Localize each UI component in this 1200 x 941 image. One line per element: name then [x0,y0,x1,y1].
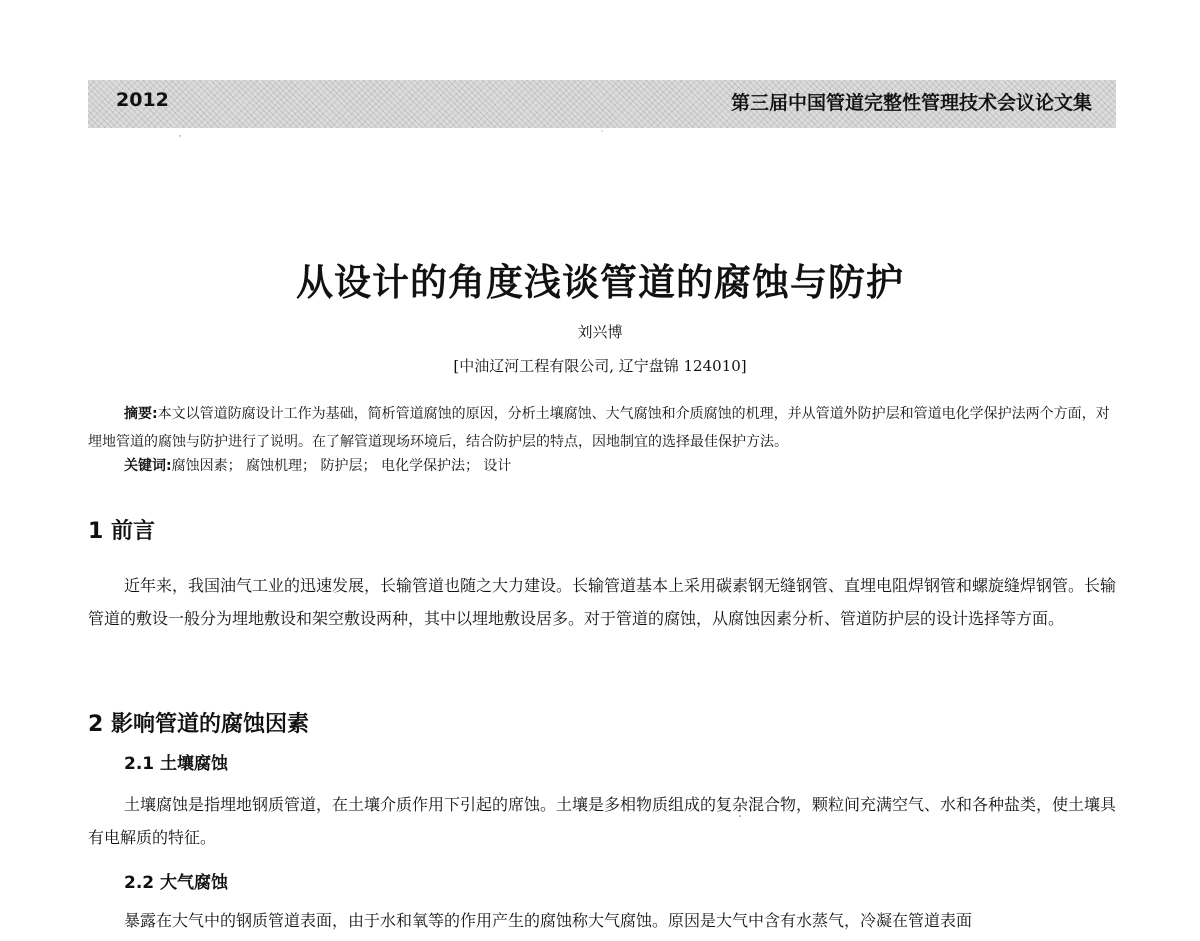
running-header-proceedings: 第三届中国管道完整性管理技术会议论文集 [730,92,1092,114]
keywords [124,452,1114,480]
paper-title: 从设计的角度浅谈管道的腐蚀与防护 [296,261,904,304]
keywords-label: 关键词: [124,458,172,474]
paper-affiliation: [中油辽河工程有限公司, 辽宁盘锦 124010] [453,357,747,375]
keywords-text: 腐蚀因素； 腐蚀机理； 防护层； 电化学保护法； 设计 [171,458,512,474]
paper-author: 刘兴博 [577,323,623,341]
section-2-2-paragraph: 暴露在大气中的钢质管道表面，由于水和氧等的作用产生的腐蚀称大气腐蚀。原因是大气中含有水蒸气，冷凝在管道表面 [124,911,973,930]
section-1-heading: 1 前言 [88,519,155,544]
section-2-1-paragraph: 土壤腐蚀是指埋地钢质管道，在土壤介质作用下引起的席蚀。土壤是多相物质组成的复杂混合物，颗粒间充满空气、水和各种盐类，使土壤具有电解质的特征。 [88,795,1117,847]
section-2-heading: 2 影响管道的腐蚀因素 [88,712,309,737]
running-header-year: 2012 [116,89,169,111]
section-2-1-heading: 2.1 土壤腐蚀 [124,754,229,774]
section-1-paragraph: 近年来，我国油气工业的迅速发展，长输管道也随之大力建设。长输管道基本上采用碳素钢无缝钢管、直埋电阻焊钢管和螺旋缝焊钢管。长输管道的敷设一般分为埋地敷设和架空敷设两种，其中以埋地敷设居多。对于管道的腐蚀，从腐蚀因素分析、管道防护层的设计选择等方面。 [88,576,1117,628]
abstract-label: 摘要: [124,406,158,422]
abstract-text: 本文以管道防腐设计工作为基础，简析管道腐蚀的原因，分析土壤腐蚀、大气腐蚀和介质腐蚀的机理，并从管道外防护层和管道电化学保护法两个方面，对埋地管道的腐蚀与防护进行了说明。在了解管道现场环境后，结合防护层的特点，因地制宜的选择最佳保护方法。 [88,406,1110,450]
section-2-2-heading: 2.2 大气腐蚀 [124,873,229,893]
abstract [88,400,1116,456]
